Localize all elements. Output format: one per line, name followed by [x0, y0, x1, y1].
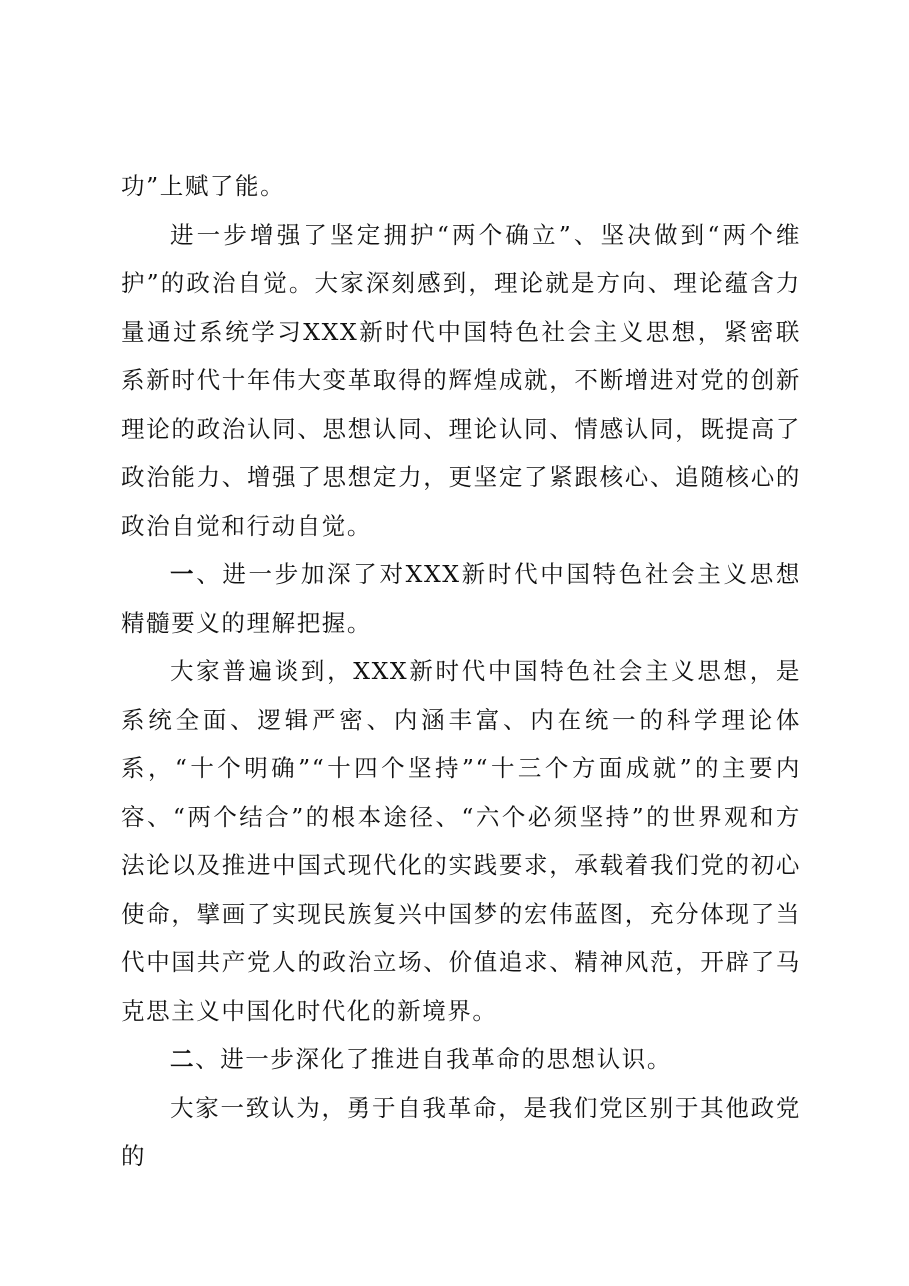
paragraph-self-revolution: 大家一致认为，勇于自我革命，是我们党区别于其他政党的 — [121, 1093, 801, 1170]
section-number: 一 — [170, 560, 197, 588]
section-heading-two — [121, 1035, 801, 1084]
paragraph-political-awareness: 进一步增强了坚定拥护“两个确立”、坚决做到“两个维护”的政治自觉。大家深刻感到，理论就是方向、理论蕴含力量通过系统学习XXX新时代中国特色社会主义思想，紧密联系新时代十年伟大变革取得的辉煌成就，不断增进对党的创新理论的政治认同、思想认同、理论认同、情感认同，既提高了政治能力、增强了思想定力，更坚定了紧跟核心、追随核心的政治自觉和行动自觉。 — [121, 220, 801, 540]
paragraph-theory-system: 大家普遍谈到，XXX新时代中国特色社会主义思想，是系统全面、逻辑严密、内涵丰富、内在统一的科学理论体系，“十个明确”“十四个坚持”“十三个方面成就”的主要内容、“两个结合”的根本途径、“六个必须坚持”的世界观和方法论以及推进中国式现代化的实践要求，承载着我们党的初心使命，擘画了实现民族复兴中国梦的宏伟蓝图，充分体现了当代中国共产党人的政治立场、价值追求、精神风范，开辟了马克思主义中国化时代化的新境界。 — [121, 657, 801, 1025]
section-heading-one — [121, 550, 801, 647]
paragraph-continuation: 功”上赋了能。 — [121, 172, 286, 200]
section-heading-text: 、进一步深化了推进自我革命的思想认识。 — [195, 1045, 673, 1073]
document-body — [121, 162, 801, 1181]
section-number: 二 — [170, 1045, 196, 1073]
section-heading-text: 、进一步加深了对XXX新时代中国特色社会主义思想精髓要义的理解把握。 — [121, 560, 801, 637]
